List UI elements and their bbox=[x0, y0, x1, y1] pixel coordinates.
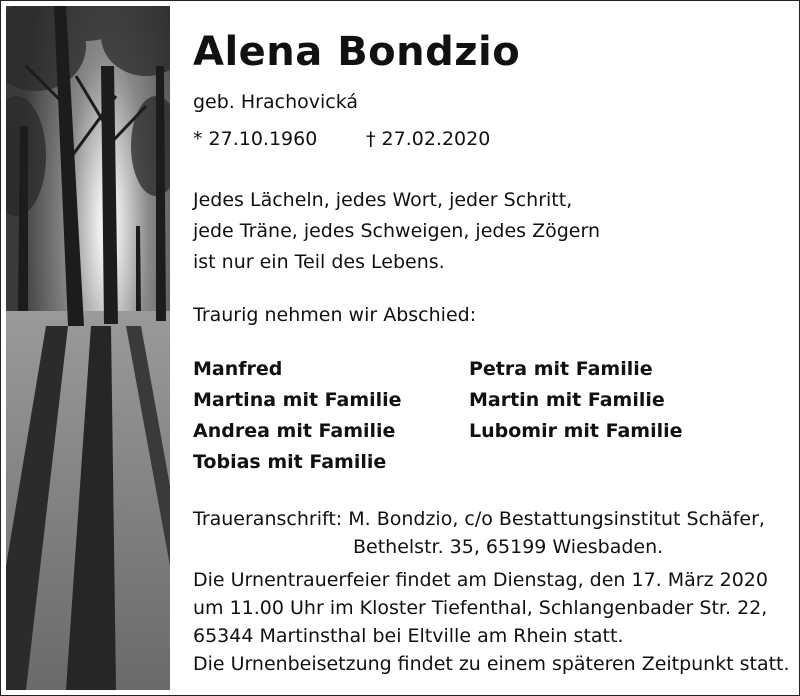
mourner-name: Andrea mit Familie bbox=[193, 420, 396, 442]
mourner-name: Manfred bbox=[193, 358, 283, 380]
mourner-name: Tobias mit Familie bbox=[193, 451, 387, 473]
deceased-name: Alena Bondzio bbox=[193, 29, 521, 75]
ceremony-text: um 11.00 Uhr im Kloster Tiefenthal, Schlangenbader Str. 22, bbox=[193, 597, 768, 619]
mourner-name: Martin mit Familie bbox=[469, 389, 665, 411]
mourner-name: Lubomir mit Familie bbox=[469, 420, 683, 442]
poem-line: Jedes Lächeln, jedes Wort, jeder Schritt, bbox=[193, 189, 573, 211]
mourning-address-street: Bethelstr. 35, 65199 Wiesbaden. bbox=[353, 536, 664, 558]
farewell-text: Traurig nehmen wir Abschied: bbox=[193, 304, 477, 326]
death-date: † 27.02.2020 bbox=[366, 128, 491, 150]
ceremony-text: 65344 Martinsthal bei Eltville am Rhein statt. bbox=[193, 625, 624, 647]
ceremony-text: Die Urnentrauerfeier findet am Dienstag, den 17. März 2020 bbox=[193, 569, 768, 591]
tree-photo bbox=[6, 6, 170, 690]
birth-name: geb. Hrachovická bbox=[193, 91, 359, 113]
mourner-name: Petra mit Familie bbox=[469, 358, 653, 380]
poem-line: jede Träne, jedes Schweigen, jedes Zögern bbox=[193, 220, 600, 242]
birth-date: * 27.10.1960 bbox=[193, 128, 318, 150]
mourner-name: Martina mit Familie bbox=[193, 389, 402, 411]
ceremony-text: Die Urnenbeisetzung findet zu einem späteren Zeitpunkt statt. bbox=[193, 653, 790, 675]
mourning-address: Traueranschrift: M. Bondzio, c/o Bestattungsinstitut Schäfer, bbox=[193, 508, 765, 530]
poem-line: ist nur ein Teil des Lebens. bbox=[193, 251, 445, 273]
